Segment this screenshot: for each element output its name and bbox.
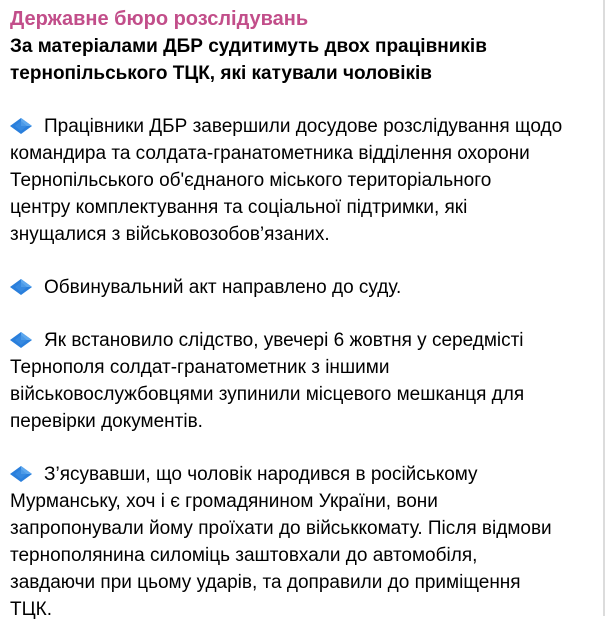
paragraph-line (10, 515, 593, 542)
large-blue-diamond-icon (10, 332, 32, 348)
paragraph-text: Мурманську, хоч і є громадянином України, вони (10, 491, 438, 512)
large-blue-diamond-icon (10, 279, 32, 295)
headline-line: За матеріалами ДБР судитимуть двох працівників (10, 36, 487, 57)
large-blue-diamond-icon (10, 466, 32, 482)
paragraph-text: командира та солдата-гранатометника відділення охорони (10, 143, 530, 164)
paragraph-line (10, 488, 593, 515)
paragraph-line (10, 542, 593, 569)
post-paragraph (10, 327, 593, 435)
post-paragraph (10, 461, 593, 623)
headline-line: тернопільського ТЦК, які катували чоловіків (10, 63, 432, 84)
spacer (10, 87, 593, 113)
paragraph-line (10, 596, 593, 623)
paragraph-text: Тернопільського об'єднаного міського територіального (10, 170, 492, 191)
paragraph-text: завдаючи при цьому ударів, та доправили до приміщення (10, 572, 521, 593)
paragraph-line (10, 354, 593, 381)
paragraph-text: Тернополя солдат-гранатометник з іншими (10, 357, 390, 378)
paragraph-line (10, 569, 593, 596)
paragraph-line (10, 167, 593, 194)
post-body (10, 113, 593, 623)
paragraph-text: Як встановило слідство, увечері 6 жовтня у середмісті (44, 330, 524, 351)
paragraph-text: тернополянина силоміць заштовхали до автомобіля, (10, 545, 478, 566)
paragraph-line (10, 194, 593, 221)
paragraph-line (10, 113, 593, 140)
paragraph-text: ТЦК. (10, 599, 53, 620)
paragraph-line (10, 274, 593, 301)
paragraph-line (10, 381, 593, 408)
channel-name[interactable]: Державне бюро розслідувань (10, 8, 309, 30)
paragraph-text: Працівники ДБР завершили досудове розслідування щодо (44, 116, 563, 137)
post-paragraph (10, 113, 593, 248)
paragraph-line (10, 140, 593, 167)
paragraph-line (10, 221, 593, 248)
large-blue-diamond-icon (10, 118, 32, 134)
paragraph-text: військовослужбовцями зупинили місцевого мешканця для (10, 384, 525, 405)
post-headline (10, 33, 593, 87)
paragraph-text: перевірки документів. (10, 411, 203, 432)
paragraph-text: знущалися з військовозобов’язаних. (10, 224, 330, 245)
paragraph-text: З’ясувавши, що чоловік народився в російському (44, 464, 478, 485)
paragraph-text: центру комплектування та соціальної підтримки, які (10, 197, 468, 218)
paragraph-line (10, 408, 593, 435)
paragraph-text: запропонували йому проїхати до військкомату. Після відмови (10, 518, 552, 539)
paragraph-text: Обвинувальний акт направлено до суду. (44, 277, 402, 298)
paragraph-line (10, 461, 593, 488)
paragraph-line (10, 327, 593, 354)
post-paragraph (10, 274, 593, 301)
